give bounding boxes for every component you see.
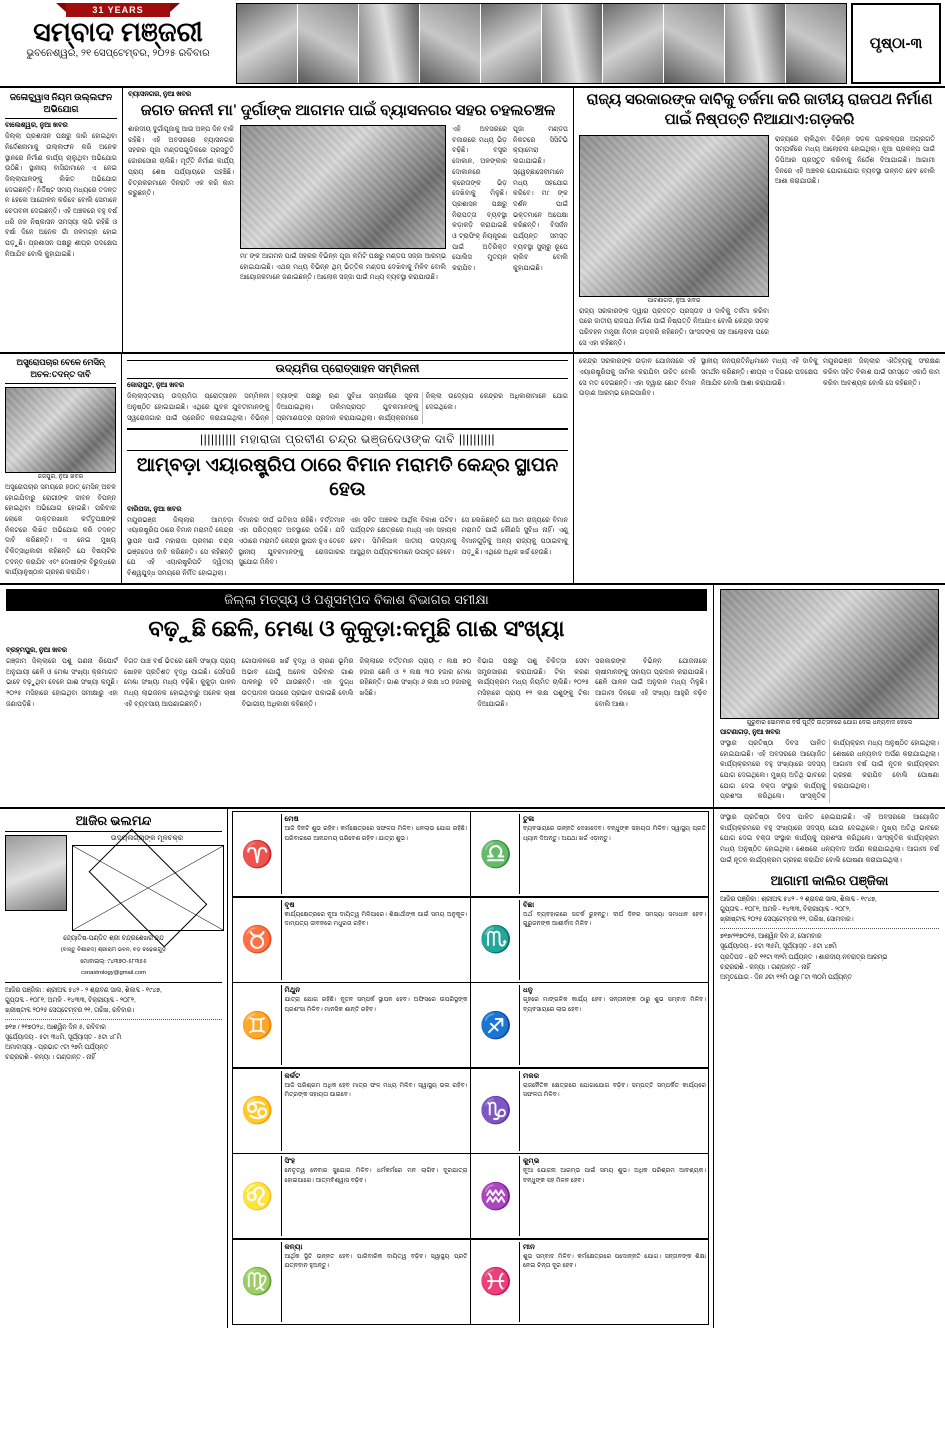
body-text: ଜିଲ୍ଲାସ୍ତରୀୟ ଉଦ୍ୟମିତା ପ୍ରୋତ୍ସାହନ ସମ୍ମିଳନୀ ଅନୁଷ୍ଠିତ ହୋଇଯାଇଛି। ଏଥିରେ ଯୁବକ ଯୁବତୀମାନଙ୍କୁ ସ୍ୱରୋଜଗାର ପାଇଁ ପ୍ରେରିତ କରାଯାଇଥିଲା। ବିଭିନ୍ନ ବ୍ୟାଙ୍କ ପକ୍ଷରୁ ଋଣ ସୁବିଧା ସମ୍ପର୍କରେ ସୂଚନା ଦିଆଯାଇଥିଲା। ତାଲିମପ୍ରାପ୍ତ ଯୁବକମାନଙ୍କୁ ପ୍ରମାଣପତ୍ର ପ୍ରଦାନ କରାଯାଇଥିଲା। କାର୍ଯ୍ୟକ୍ରମରେ ଜିଲ୍ଲା ଉଦ୍ୟୋଗ କେନ୍ଦ୍ରର ଅଧିକାରୀମାନେ ଯୋଗ ଦେଇଥିଲେ। bbox=[127, 393, 568, 422]
body-text: ଶାରଦୀୟ ଦୁର୍ଗାପୂଜାକୁ ଆଉ ଅଳ୍ପ ଦିନ ବାକି ରହିଛି। ଏହି ଅବସରରେ ବ୍ୟାସନଗର ସହରର ପୂଜା ମଣ୍ଡପଗୁଡ଼ିକରେ ପ୍ରସ୍ତୁତି ଜୋରସୋର ଚାଲିଛି। ମୂର୍ତ୍ତି ନିର୍ମାଣ କାର୍ଯ୍ୟ ପ୍ରାୟ ଶେଷ ପର୍ଯ୍ୟାୟରେ ପହଞ୍ଚିଛି। ଚିତ୍ରକରମାନେ ଦିନରାତି ଏକ କରି କାମ କରୁଛନ୍ତି। bbox=[128, 126, 234, 198]
cancer-icon: ♋ bbox=[235, 1071, 282, 1151]
taurus-icon: ♉ bbox=[235, 900, 282, 980]
zodiac-name: ମିଥୁନ bbox=[284, 985, 301, 995]
zodiac-text: ଯାତ୍ରା ଯୋଗ ରହିଛି। ନୂତନ ସମ୍ପର୍କ ସ୍ଥାପନ ହେବ। ଅଫିସରେ ଉପରିସ୍ଥଙ୍କ ପ୍ରଶଂସା ମିଳିବ। ମାନସିକ ଶାନ୍ତି ରହିବ। bbox=[284, 996, 468, 1013]
zodiac-item bbox=[232, 1153, 471, 1239]
byline: ବାରିପଦା, ନୁଆ ଖବର bbox=[127, 505, 182, 513]
panji-line: ଆଜିର ପଞ୍ଜିକା : ଶ୍ରୀଅବ୍ଦ ୫୪୨ - ୨ ଶ୍ରାବଣ ସାଲ, ଶିକାବ୍ଦ - ୧୯୪୭, bbox=[720, 896, 877, 904]
body-text: ସଂସ୍ଥାର ପ୍ରତିଷ୍ଠା ଦିବସ ପାଳିତ ହୋଇଯାଇଛି। ଏହି ଅବସରରେ ଆୟୋଜିତ କାର୍ଯ୍ୟକ୍ରମରେ ବହୁ ସଂଖ୍ୟାରେ ସଦସ୍ୟ ଯୋଗ ଦେଇଥିଲେ। ମୁଖ୍ୟ ଅତିଥି ଭାବରେ ଯୋଗ ଦେଇ ବକ୍ତା ସଂସ୍ଥାର କାର୍ଯ୍ୟକୁ ପ୍ରଶଂସା କରିଥିଲେ। ସାଂସ୍କୃତିକ କାର୍ଯ୍ୟକ୍ରମ ମଧ୍ୟ ଅନୁଷ୍ଠିତ ହୋଇଥିଲା। ଶେଷରେ ଧନ୍ୟବାଦ ଅର୍ପଣ କରାଯାଇଥିଲା। ଆଗାମୀ ବର୍ଷ ପାଇଁ ନୂତନ କାର୍ଯ୍ୟକ୍ରମ ଗ୍ରହଣ କରାଯିବ ବୋଲି ଘୋଷଣା କରାଯାଇଥିଲା। bbox=[720, 813, 939, 864]
panji-line: ଅମୃତଯୋଗ - ଦିନ ୬ଟା ୧୨ମି ଠାରୁ ୮ଟା ୩୦ମି ପର୍ଯ୍ୟନ୍ତ bbox=[720, 973, 852, 981]
libra-icon: ♎ bbox=[473, 814, 520, 894]
body-text: ସରକାରଙ୍କ ବିଭିନ୍ନ ଯୋଜନାରେ ଚାଷୀମାନଙ୍କୁ ସହାୟତା ପ୍ରଦାନ କରାଯାଉଛି। ଛେଳି ପାଳନ ପାଇଁ ଅନୁଦାନ ମଧ୍ୟ ମିଳୁଛି। ଆଗାମୀ ଦିନରେ ଏହି ସଂଖ୍ୟା ଆହୁରି ବଢ଼ିବ ବୋଲି ଆଶା। bbox=[595, 657, 707, 708]
body-text: ରାଜ୍ୟ ସରକାରଙ୍କ ଦ୍ୱାରା ପ୍ରଦତ୍ତ ପ୍ରସ୍ତାବ ଓ ଦାବିକୁ ତର୍ଜମା କରିବା ପରେ ଜାତୀୟ ରାଜପଥ ନିର୍ମାଣ ପାଇଁ ନିଷ୍ପତ୍ତି ନିଆଯାଏ ବୋଲି କେନ୍ଦ୍ର ସଡ଼କ ପରିବହନ ମନ୍ତ୍ରୀ ନିତୀନ ଗଡ଼କରି କହିଛନ୍ତି। ସାଂସଦଙ୍କ ସହ ଆଲୋଚନା ପରେ ସେ ଏହା କହିଛନ୍ତି। bbox=[579, 307, 769, 347]
capricorn-icon: ♑ bbox=[473, 1071, 520, 1151]
strip-photo bbox=[725, 4, 786, 83]
zodiac-name: ମକର bbox=[523, 1070, 540, 1080]
headline: ଅସ୍ତ୍ରୋପଚାର ବେଳେ ମେସିନ୍ ଅଚଳ:ତଦନ୍ତ ଦାବି bbox=[5, 357, 116, 384]
body-text: ବିମାନର ଦୀର୍ଘ ଇତିହାସ ରହିଛି। ବର୍ତ୍ତମାନ ଏହା ପରିତ୍ୟକ୍ତ ଅବସ୍ଥାରେ ପଡ଼ିଛି। ଯଦି ଏଠାରେ ମରାମତି କେନ୍ଦ୍ର ସ୍ଥାପନ ହୁଏ ତେବେ ସ୍ଥାନୀୟ ଯୁବକମାନଙ୍କୁ ରୋଜଗାରର ସୁଯୋଗ ମିଳିବ। bbox=[238, 516, 345, 567]
strip-photo bbox=[542, 4, 603, 83]
zodiac-item bbox=[232, 982, 471, 1068]
zodiac-name: ତୁଳା bbox=[523, 814, 535, 824]
zodiac-name: କୁମ୍ଭ bbox=[523, 1156, 540, 1166]
body-text: ରାଜ୍ୟରେ ଚାଲିଥିବା ବିଭିନ୍ନ ସଡ଼କ ପ୍ରକଳ୍ପର ଅଗ୍ରଗତି ସମ୍ପର୍କରେ ମଧ୍ୟ ଆଲୋଚନା ହୋଇଥିଲା। ନୂଆ ପ୍ରକଳ୍ପ ପାଇଁ ଡିପିଆର ପ୍ରସ୍ତୁତ କରିବାକୁ ନିର୍ଦ୍ଦେଶ ଦିଆଯାଇଛି। ଆଗାମୀ ଦିନରେ ଏହି ଅଞ୍ଚଳର ଯୋଗାଯୋଗ ବ୍ୟବସ୍ଥା ଉନ୍ନତ ହେବ ବୋଲି ଆଶା କରାଯାଉଛି। bbox=[775, 135, 935, 186]
article-anniversary bbox=[714, 585, 945, 807]
byline: ବ୍ୟାସନଗର, ନୁଆ ଖବର bbox=[128, 91, 192, 98]
headline: ଆମ୍ବଡ଼ା ଏୟାରଷ୍ଟ୍ରିପ ଠାରେ ବିମାନ ମରାମତି କେନ୍ଦ୍ର ସ୍ଥାପନ ହେଉ bbox=[136, 455, 559, 501]
anniversary-ribbon: 31 YEARS bbox=[66, 3, 169, 17]
gemini-icon: ♊ bbox=[235, 985, 282, 1065]
zodiac-item bbox=[232, 1068, 471, 1154]
zodiac-text: ନୂଆ ଯୋଜନା ଆରମ୍ଭ ପାଇଁ ସମୟ ଶୁଭ। ଅଧିକ ପରିଶ୍ରମ ଆବଶ୍ୟକ। ବନ୍ଧୁଙ୍କ ସହ ମିଳନ ହେବ। bbox=[523, 1167, 706, 1184]
zodiac-name: ବୃଷ bbox=[284, 899, 295, 909]
zodiac-item bbox=[470, 811, 709, 897]
pisces-icon: ♓ bbox=[473, 1242, 520, 1322]
zodiac-name: ମୀନ bbox=[523, 1241, 535, 1251]
panji-line: ଅମାବାସ୍ୟା - ପ୍ରଭାତ ୯ଟା ୨୭ମି ପର୍ଯ୍ୟନ୍ତ bbox=[5, 1044, 109, 1052]
aries-icon: ♈ bbox=[235, 814, 282, 894]
zodiac-item bbox=[470, 1153, 709, 1239]
article-ambada-airstrip bbox=[122, 354, 574, 583]
virgo-icon: ♍ bbox=[235, 1242, 282, 1322]
headline: ବଢ଼ୁଛି ଛେଳି, ମେଣ୍ଢା ଓ କୁକୁଡ଼ା:କମୁଛି ଗାଈ ସଂଖ୍ୟା bbox=[148, 615, 565, 641]
body-text: ସଂସ୍ଥାର ପ୍ରତିଷ୍ଠା ଦିବସ ପାଳିତ ହୋଇଯାଇଛି। ଏହି ଅବସରରେ ଆୟୋଜିତ କାର୍ଯ୍ୟକ୍ରମରେ ବହୁ ସଂଖ୍ୟାରେ ସଦସ୍ୟ ଯୋଗ ଦେଇଥିଲେ। ମୁଖ୍ୟ ଅତିଥି ଭାବରେ ଯୋଗ ଦେଇ ବକ୍ତା ସଂସ୍ଥାର କାର୍ଯ୍ୟକୁ ପ୍ରଶଂସା କରିଥିଲେ। ସାଂସ୍କୃତିକ କାର୍ଯ୍ୟକ୍ରମ ମଧ୍ୟ ଅନୁଷ୍ଠିତ ହୋଇଥିଲା। ଶେଷରେ ଧନ୍ୟବାଦ ଅର୍ପଣ କରାଯାଇଥିଲା। ଆଗାମୀ ବର୍ଷ ପାଇଁ ନୂତନ କାର୍ଯ୍ୟକ୍ରମ ଗ୍ରହଣ କରାଯିବ ବୋଲି ଘୋଷଣା କରାଯାଇଥିଲା। bbox=[720, 739, 939, 801]
byline: କୋରାପୁଟ, ନୁଆ ଖବର bbox=[127, 382, 184, 390]
panji-line: ପ୍ରତିପଦ - ରାତି ୧୧ଟା ୩୨ମି ପର୍ଯ୍ୟନ୍ତ । ଶାରଦୀୟ ନବରାତ୍ର ଆରମ୍ଭ bbox=[720, 953, 888, 961]
masthead-brand bbox=[4, 3, 232, 84]
section-livestock bbox=[0, 585, 945, 809]
body-text: ଗଞ୍ଜାମ ଜିଲ୍ଲାରେ ପଶୁ ଗଣନା ରିପୋର୍ଟ ଅନୁଯାୟୀ ଛେଳି ଓ ମେଣ୍ଢା ସଂଖ୍ୟା କ୍ରମାଗତ ଭାବେ ବଢ଼ୁଥିବା ବେଳେ ଗାଈ ସଂଖ୍ୟା କମୁଛି। ୨୦୨୫ ମସିହାରେ ହୋଇଥିବା ସମୀକ୍ଷାରୁ ଏହା ଜଣାପଡ଼ିଛି। bbox=[6, 657, 118, 708]
subheadline-demand: |||||||||| ମହାରାଜା ପ୍ରବୀଣ ଚନ୍ଦ୍ର ଭଞ୍ଜଦେଓଙ୍କ ଦାବି |||||||||| bbox=[200, 432, 495, 447]
article-surgery-machine bbox=[0, 354, 122, 583]
panji-line: ୭୧୭ / ୨୧୭୦୨୪, ଆଶ୍ୱିନ ଦିନ ୫, ରବିବାର bbox=[5, 1024, 106, 1032]
headline-entrepreneurship: ଉଦ୍ୟମିତା ପ୍ରୋତ୍ସାହନ ସମ୍ମିଳନୀ bbox=[127, 360, 568, 379]
photo-caption: ପାଟଣାଗଡ଼, ନୁଆ ଖବର bbox=[647, 297, 701, 304]
body-text: ଏହା ସହିତ ଅଞ୍ଚଳର ଆର୍ଥିକ ବିକାଶ ଘଟିବ। ପର୍ଯ୍ୟଟନ କ୍ଷେତ୍ରରେ ମଧ୍ୟ ଏହା ସହାୟକ ହେବ। ସିମିଳିପାଳ ଜାତୀୟ ଉଦ୍ୟାନକୁ ଆସୁଥିବା ପର୍ଯ୍ୟଟକମାନେ ଉପକୃତ ହେବେ। bbox=[350, 516, 457, 556]
article-jalochhwasa bbox=[0, 88, 122, 352]
body-text: ସେ ଲେଖିଛନ୍ତି ଯେ ଆମ ରାଜ୍ୟରେ ବିମାନ ମରାମତି ପାଇଁ କୌଣସି ସୁବିଧା ନାହିଁ। ଏଣୁ ବିମାନଗୁଡ଼ିକୁ ଅନ୍ୟ ରାଜ୍ୟକୁ ପଠାଇବାକୁ ପଡ଼ୁଛି। ଏଥିରେ ଅଧିକ ଖର୍ଚ୍ଚ ହେଉଛି। bbox=[461, 516, 568, 556]
zodiac-text: ରାଜନୈତିକ କ୍ଷେତ୍ରରେ ଯୋଗାଯୋଗ ବଢ଼ିବ। ସମ୍ପତ୍ତି ସମ୍ପର୍କିତ କାର୍ଯ୍ୟରେ ସଫଳତା ମିଳିବ। bbox=[523, 1081, 706, 1099]
strip-photo bbox=[786, 4, 846, 83]
strip-photo bbox=[603, 4, 664, 83]
strip-photo bbox=[298, 4, 359, 83]
byline: ପାଟଣାଗଡ଼, ନୁଆ ଖବର bbox=[720, 728, 781, 736]
strip-photo bbox=[359, 4, 420, 83]
zodiac-text: କାର୍ଯ୍ୟକ୍ଷେତ୍ରରେ ନୂଆ ଦାୟିତ୍ୱ ମିଳିପାରେ। ଶିକ୍ଷାର୍ଥୀଙ୍କ ପାଇଁ ସମୟ ଅନୁକୂଳ। ଦାମ୍ପତ୍ୟ ଜୀବନରେ ମଧୁରତା ରହିବ। bbox=[284, 910, 468, 928]
zodiac-text: ଆଜି ଦିନଟି ଶୁଭ ରହିବ। କର୍ମକ୍ଷେତ୍ରରେ ସଫଳତା ମିଳିବ। ଧନଲାଭ ଯୋଗ ରହିଛି। ପରିବାରରେ ଆନନ୍ଦମୟ ପରିବେଶ ରହିବ। ଯାତ୍ରା ଶୁଭ। bbox=[284, 825, 468, 842]
panji-line: ଆଜିର ପଞ୍ଜିକା : ଶ୍ରୀଅବ୍ଦ ୫୪୨ - ୨ ଶ୍ରାବଣ ସାଲ, ଶିକାବ୍ଦ - ୧୯୪୭, bbox=[5, 987, 162, 995]
body-text: ମୟୂରଭଞ୍ଜ ଜିଲ୍ଲାର ଆମ୍ବଡ଼ା ଏୟାରଷ୍ଟ୍ରିପ ଠାରେ ବିମାନ ମରାମତି କେନ୍ଦ୍ର ସ୍ଥାପନ ପାଇଁ ମହାରାଜା ପ୍ରବୀଣ ଚନ୍ଦ୍ର ଭଞ୍ଜଦେଓ ଦାବି କରିଛନ୍ତି। ସେ କହିଛନ୍ତି ଯେ ଏହି ଏୟାରଷ୍ଟ୍ରିପଟି ଦ୍ୱିତୀୟ ବିଶ୍ୱଯୁଦ୍ଧ ସମୟରେ ନିର୍ମିତ ହୋଇଥିଲା। bbox=[127, 516, 234, 578]
section-astrology bbox=[0, 809, 945, 1328]
zodiac-grid bbox=[228, 809, 714, 1328]
panji-line: ଗୁପ୍ତାବ୍ଦ - ୧୦୮୧, ଅମଳି - ୧୪୩୩, ବିକ୍ରୀୟାବ୍ଦ - ୨୦୮୨, bbox=[720, 906, 851, 914]
byline: ବ୍ରହ୍ମପୁର, ନୁଆ ଖବର bbox=[6, 646, 67, 654]
panji-line: ଖ୍ରୀଷ୍ଟାବ୍ଦ ୨୦୨୫ ସେପ୍ଟେମ୍ବର ୨୨, ତାରିଖ, ସୋମବାର। bbox=[720, 916, 854, 924]
zodiac-text: ଆଜି ପରିଶ୍ରମ ଅଧିକ ହେବ ମାତ୍ର ଫଳ ମଧ୍ୟ ମିଳିବ। ସ୍ୱାସ୍ଥ୍ୟ ଭଲ ରହିବ। ମିତ୍ରଙ୍କ ସହାୟତା ପାଇବେ। bbox=[284, 1081, 468, 1099]
leo-icon: ♌ bbox=[235, 1156, 282, 1236]
body-text: ଜିଲ୍ଲା ପ୍ରଶାସନ ପକ୍ଷରୁ ଜାରି ହୋଇଥିବା ନିର୍ଦ୍ଦେଶନାମାକୁ ଉଲ୍ଲଙ୍ଘନ କରି ଅନେକ ସ୍ଥାନରେ ନିର୍ମାଣ କାର୍ଯ୍ୟ ଚାଲୁଥିବା ଅଭିଯୋଗ ଉଠିଛି। ସ୍ଥାନୀୟ ବାସିନ୍ଦାମାନେ ଏ ନେଇ ଜିଲ୍ଲାପାଳଙ୍କୁ ଲିଖିତ ଅଭିଯୋଗ ଦେଇଛନ୍ତି। ନିର୍ଦ୍ଦିଷ୍ଟ ସମୟ ମଧ୍ୟରେ ତଦନ୍ତ ନ ହେଲେ ଆନ୍ଦୋଳନ କରିବେ ବୋଲି ସେମାନେ ଚେତାବନୀ ଦେଇଛନ୍ତି। ଏହି ଅଞ୍ଚଳରେ ବହୁ ବର୍ଷ ଧରି ଜଳ ନିଷ୍କାସନ ସମସ୍ୟା ଲାଗି ରହିଛି ଓ ବର୍ଷା ଦିନେ ଅନେକ ଗାଁ ଜଳମଗ୍ନ ହୋଇ ପଡ଼ୁଛି। ପ୍ରଶାସନ ପକ୍ଷରୁ ଶୀଘ୍ର ପଦକ୍ଷେପ ନିଆଯିବ ବୋଲି କୁହାଯାଇଛି। bbox=[5, 133, 117, 258]
panji-line: ସୂର୍ଯ୍ୟୋଦୟ - ୫ଟା ୩୫ମି, ସୂର୍ଯ୍ୟାସ୍ତ - ୫ଟା ୪୭ମି bbox=[720, 943, 837, 951]
strip-photo bbox=[481, 4, 542, 83]
zodiac-text: ଅର୍ଥ ବ୍ୟବହାରରେ ସତର୍କ ରୁହନ୍ତୁ। ଦୀର୍ଘ ଦିନର ସମସ୍ୟା ସମାଧାନ ହେବ। ଗୁରୁଜନଙ୍କ ଆଶୀର୍ବାଦ ମିଳିବ। bbox=[523, 910, 706, 928]
astrologer-phone: ମୋବାଇଲ୍: ୯୪୩୭୦-୫୮୩୫୫ bbox=[80, 958, 147, 965]
body-text: ବିଭାଗ ପକ୍ଷରୁ ପଶୁ ଚିକିତ୍ସା ସେବା ସମ୍ପ୍ରସାରଣ କରାଯାଉଛି। ଟିକା କରଣ କାର୍ଯ୍ୟକ୍ରମ ମଧ୍ୟ ନିୟମିତ ଚାଲିଛି। ୨୦୨୫ ମସିହାରେ ପ୍ରାୟ ୧୨ ଲକ୍ଷ ପଶୁଙ୍କୁ ଟିକା ଦିଆଯାଇଛି। bbox=[477, 657, 590, 708]
body-text: ଗୋପାଳନରେ ଖର୍ଚ୍ଚ ବୃଦ୍ଧି ଓ ଚାରଣ ଭୂମିର ଅଭାବ ଯୋଗୁଁ ଅନେକ ପରିବାର ଗାଈ ପାଳନରୁ ହଟି ଯାଉଛନ୍ତି। ଏହା ଦୁଗ୍ଧ ଉତ୍ପାଦନ ଉପରେ ପ୍ରଭାବ ପକାଇଛି ବୋଲି ବିଭାଗୀୟ ଅଧିକାରୀ କହିଛନ୍ତି। bbox=[241, 657, 354, 708]
body-text: ପୂଜା ମଣ୍ଡପ ନିକଟରେ ସିସିଟିଭି କ୍ୟାମେରା ଲଗାଯାଇଛି। ସ୍ୱେଚ୍ଛାସେବୀମାନେ ମଧ୍ୟ ସହଯୋଗ କରିବେ। ମା' ଙ୍କ ଦର୍ଶନ ପାଇଁ ଭକ୍ତମାନେ ଅପେକ୍ଷା କରିଛନ୍ତି। ବିସର୍ଜନ ପର୍ଯ୍ୟନ୍ତ ସମସ୍ତ ବ୍ୟବସ୍ଥା ସୁଚାରୁ ରୂପେ ଚାଲିବ ବୋଲି କୁହାଯାଇଛି। bbox=[513, 126, 568, 272]
section-middle bbox=[0, 354, 945, 585]
meeting-group-photo bbox=[720, 589, 939, 719]
zodiac-text: ଶୁଭ ସମ୍ବାଦ ମିଳିବ। କର୍ମକ୍ଷେତ୍ରରେ ପଦୋନ୍ନତି ଯୋଗ। ସନ୍ତାନଙ୍କ ଶିକ୍ଷା ନେଇ ଚିନ୍ତା ଦୂର ହେବ। bbox=[523, 1252, 706, 1270]
article-livestock bbox=[0, 585, 714, 807]
zodiac-item bbox=[470, 1068, 709, 1154]
strip-photo bbox=[237, 4, 298, 83]
astrologer-name: ଜ୍ୟୋତିଷ-ପଣ୍ଡିତ ଶ୍ରୀ ଚନ୍ଦ୍ରଶେଖର ନନ୍ଦ bbox=[63, 934, 164, 942]
body-text: କେନ୍ଦ୍ର ସରକାରଙ୍କ ଉଡ଼ାନ ଯୋଜନାରେ ଏହି ଏୟାରଷ୍ଟ୍ରିପକୁ ସାମିଲ କରାଯିବା ଉଚିତ ବୋଲି ସେ ମତ ଦେଇଛନ୍ତି। ଏହା ଦ୍ୱାରା ଛୋଟ ବିମାନ ଉଡ଼ାଣ ଆରମ୍ଭ ହୋଇପାରିବ। bbox=[579, 358, 696, 398]
astrology-title: ଆଜିର ଭଲମନ୍ଦ bbox=[5, 813, 222, 832]
strip-photo bbox=[420, 4, 481, 83]
zodiac-name: କନ୍ୟା bbox=[284, 1241, 303, 1251]
body-text: ଏହି ଅବସରରେ ବଜାରରେ ମଧ୍ୟ ଭିଡ଼ ବଢ଼ିଛି। ବସ୍ତ୍ର ଦୋକାନ, ଅଳଙ୍କାର ଦୋକାନରେ କ୍ରେତାଙ୍କ ଭିଡ଼ ଦେଖିବାକୁ ମିଳୁଛି। ପ୍ରଶାସନ ପକ୍ଷରୁ ନିରାପତ୍ତା ବ୍ୟବସ୍ଥା କଡ଼ାକଡ଼ି କରାଯାଇଛି ଓ ଟ୍ରାଫିକ୍ ନିୟନ୍ତ୍ରଣ ପାଇଁ ଅତିରିକ୍ତ ପୋଲିସ ମୁତୟନ କରାଯିବ। bbox=[452, 126, 508, 272]
zodiac-text: ଗୃହରେ ମାଙ୍ଗଳିକ କାର୍ଯ୍ୟ ହେବ। ସନ୍ତାନଙ୍କ ଠାରୁ ଶୁଭ ସମ୍ବାଦ ମିଳିବ। ବ୍ୟବସାୟରେ ଲାଭ ହେବ। bbox=[523, 996, 706, 1013]
zodiac-item bbox=[470, 1239, 709, 1325]
tomorrow-panjika-title: ଆଗାମୀ କାଲିର ପଞ୍ଜିକା bbox=[720, 871, 939, 892]
zodiac-item bbox=[232, 897, 471, 983]
kundali-chart bbox=[72, 845, 224, 931]
sagittarius-icon: ♐ bbox=[473, 985, 520, 1065]
aquarius-icon: ♒ bbox=[473, 1156, 520, 1236]
astrologer-address: (ବାସ୍ତୁ ବିଶାରଦ) ଶ୍ରୀରାମ ଭବନ, ବଡ଼ ଚଢ଼େଇଗୁଡ଼ bbox=[60, 947, 167, 954]
article-gadkari bbox=[574, 88, 945, 352]
zodiac-name: କର୍କଟ bbox=[284, 1070, 301, 1080]
scorpio-icon: ♏ bbox=[473, 900, 520, 980]
article-ambada-continued bbox=[574, 354, 945, 583]
masthead-dateline: ଭୁବନେଶ୍ୱର, ୨୧ ସେପ୍ଟେମ୍ବର, ୨୦୨୫ ରବିବାର bbox=[26, 48, 210, 60]
zodiac-name: ମେଷ bbox=[284, 814, 299, 824]
zodiac-item bbox=[470, 982, 709, 1068]
astrologer-email: csnastrology@gmail.com bbox=[81, 970, 146, 977]
headline: ରାଜ୍ୟ ସରକାରଙ୍କ ଦାବିକୁ ତର୍ଜମା କରି ଜାତୀୟ ରାଜପଥ ନିର୍ମାଣ ପାଇଁ ନିଷ୍ପତ୍ତି ନିଆଯାଏ:ଗଡ଼କରି bbox=[586, 92, 933, 128]
body-text: ସ୍ଥାନୀୟ ଜନପ୍ରତିନିଧିମାନେ ମଧ୍ୟ ଏହି ଦାବିକୁ ସମର୍ଥନ କରିଛନ୍ତି। ଶୀଘ୍ର ଏ ଦିଗରେ ପଦକ୍ଷେପ ନିଆଯିବ ବୋଲି ଆଶା କରାଯାଉଛି। bbox=[701, 358, 818, 387]
headline: ଜଳୋଚ୍ଛ୍ୱାସ ନିୟମ ଉଲ୍ଲଙ୍ଘନ ଅଭିଯୋଗ bbox=[5, 91, 117, 119]
zodiac-text: ଆର୍ଥିକ ସ୍ଥିତି ଉନ୍ନତ ହେବ। ପାରିବାରିକ ଦାୟିତ୍ୱ ବଢ଼ିବ। ସ୍ୱାସ୍ଥ୍ୟ ପ୍ରତି ଯତ୍ନବାନ ହୁଅନ୍ତୁ। bbox=[284, 1252, 468, 1270]
zodiac-text: ନେତୃତ୍ୱ ନେବାର ସୁଯୋଗ ମିଳିବ। ଧର୍ମକର୍ମରେ ମନ ଲାଗିବ। ଦୂରଯାତ୍ରା ହୋଇପାରେ। ଆତ୍ମବିଶ୍ୱାସ ବଢ଼ିବ। bbox=[284, 1167, 468, 1184]
panji-line: ଗୁପ୍ତାବ୍ଦ - ୧୦୮୧, ଅମଳି - ୧୪୩୩, ବିକ୍ରୀୟାବ୍ଦ - ୨୦୮୨, bbox=[5, 997, 136, 1005]
tomorrow-panjika-panel bbox=[714, 809, 945, 1328]
article-durga-puja bbox=[122, 88, 574, 352]
page-number-badge: ପୃଷ୍ଠା-୩ bbox=[851, 3, 941, 84]
newspaper-logo: ସମ୍ବାଦ ମଞ୍ଜରୀ bbox=[33, 17, 203, 47]
strip-photo bbox=[664, 4, 725, 83]
zodiac-name: ବିଛା bbox=[523, 899, 535, 909]
panji-line: ୭୧୭/୨୧୭୦୨୫, ଆଶ୍ୱିନ ଦିନ ୬, ସୋମବାର bbox=[720, 933, 822, 941]
headline: ଜଗତ ଜନନୀ ମା' ଦୁର୍ଗାଙ୍କ ଆଗମନ ପାଇଁ ବ୍ୟାସନଗର ସହର ଚହଲଚଞ୍ଚଳ bbox=[140, 102, 556, 119]
section-top bbox=[0, 88, 945, 354]
body-text: ଅସ୍ତ୍ରୋପଚାର ସମୟରେ ହଠାତ୍ ମେସିନ୍ ଅଚଳ ହୋଇଯିବାରୁ ରୋଗୀଙ୍କ ଜୀବନ ବିପନ୍ନ ହୋଇଥିବା ଅଭିଯୋଗ ହୋଇଛି। ପରିବାର ଲୋକେ ଡାକ୍ତରଖାନା କର୍ତ୍ତୃପକ୍ଷଙ୍କ ନିକଟରେ ଲିଖିତ ଅଭିଯୋଗ କରି ତଦନ୍ତ ଦାବି କରିଛନ୍ତି। ଏ ନେଇ ମୁଖ୍ୟ ଚିକିତ୍ସାଧିକାରୀ କହିଛନ୍ତି ଯେ ବିଷୟଟିର ତଦନ୍ତ କରାଯିବ ଏବଂ ଦୋଷୀଙ୍କ ବିରୁଦ୍ଧରେ କାର୍ଯ୍ୟାନୁଷ୍ଠାନ ଗ୍ରହଣ କରାଯିବ। bbox=[5, 483, 116, 577]
masthead-photo-strip bbox=[236, 3, 847, 84]
panji-line: ଚନ୍ଦ୍ରରାଶି - କନ୍ୟା । ଗଣ୍ଡାନ୍ତ - ନାହିଁ bbox=[720, 963, 811, 971]
body-text: ମୟୂରଭଞ୍ଜ ଜିଲ୍ଲାର ଐତିହ୍ୟକୁ ସଂରକ୍ଷଣ କରିବା ସହିତ ବିକାଶ ପାଇଁ ସମସ୍ତେ ଏକାଠି କାମ କରିବା ଆବଶ୍ୟକ ବୋଲି ସେ କହିଛନ୍ତି। bbox=[823, 358, 940, 387]
zodiac-item bbox=[232, 1239, 471, 1325]
zodiac-name: ଧନୁ bbox=[523, 985, 533, 995]
body-text: ଜିଲ୍ଲାରେ ବର୍ତ୍ତମାନ ପ୍ରାୟ ୯ ଲକ୍ଷ ୭୦ ହଜାର ଛେଳି ଓ ୨ ଲକ୍ଷ ୩୦ ହଜାର ମେଣ୍ଢା ରହିଛନ୍ତି। ଗାଈ ସଂଖ୍ୟା ୬ ଲକ୍ଷ ୪୦ ହଜାରକୁ ଖସିଛି। bbox=[359, 657, 472, 697]
photo-caption: ଜଜପୁର, ନୁଆ ଖବର bbox=[37, 473, 84, 480]
complaint-handover-photo bbox=[5, 387, 116, 473]
body-text: ମା' ଙ୍କ ଆଗମନ ପାଇଁ ସହରର ବିଭିନ୍ନ ପୂଜା କମିଟି ପକ୍ଷରୁ ମଣ୍ଡପ ସଜ୍ଜା ଆରମ୍ଭ ହୋଇଯାଇଛି। ଏଥର ମଧ୍ୟ ବିଭିନ୍ନ ଥିମ୍ ଭିତ୍ତିକ ମଣ୍ଡପ ଦେଖିବାକୁ ମିଳିବ ବୋଲି ଆୟୋଜକମାନେ ଜଣାଇଛନ୍ତି। ଆଲୋକ ସଜ୍ଜା ପାଇଁ ମଧ୍ୟ ବ୍ୟବସ୍ଥା କରାଯାଉଛି। bbox=[239, 253, 447, 282]
panji-line: ସୂର୍ଯ୍ୟୋଦୟ - ୫ଟା ୩୪ମି, ସୂର୍ଯ୍ୟାସ୍ତ - ୫ଟା ୪୮ମି bbox=[5, 1034, 122, 1042]
zodiac-name: ସିଂହ bbox=[284, 1156, 296, 1166]
gadkari-meeting-photo bbox=[579, 135, 769, 297]
astrology-panel bbox=[0, 809, 228, 1328]
panji-line: ଚନ୍ଦ୍ରରାଶି - କନ୍ୟା । ଗଣ୍ଡାନ୍ତ - ନାହିଁ bbox=[5, 1054, 96, 1062]
kundali-title: ଉଦୟଲଗ୍ନାଙ୍କ ମୂଳଚକ୍ର bbox=[110, 834, 184, 842]
body-text: ବିଗତ ପାଞ୍ଚ ବର୍ଷ ଭିତରେ ଛେଳି ସଂଖ୍ୟା ପ୍ରାୟ ଷୋହଳ ପ୍ରତିଶତ ବୃଦ୍ଧି ପାଇଛି। ସେହିପରି ମେଣ୍ଢା ସଂଖ୍ୟା ମଧ୍ୟ ବଢ଼ିଛି। କୁକୁଡ଼ା ପାଳନ ମଧ୍ୟ ଲାଭଜନକ ହୋଇଥିବାରୁ ଅନେକ ଚାଷୀ ଏହି ବ୍ୟବସାୟ ଆପଣାଇଛନ୍ତି। bbox=[123, 657, 236, 708]
today-panjika bbox=[5, 982, 222, 1063]
durga-idol-photo bbox=[240, 125, 446, 249]
panji-line: ଖ୍ରୀଷ୍ଟାବ୍ଦ ୨୦୨୫ ସେପ୍ଟେମ୍ବର ୨୧, ତାରିଖ, ରବିବାର। bbox=[5, 1007, 135, 1015]
byline: ବାଲେଶ୍ୱର, ନୁଆ ଖବର bbox=[5, 122, 68, 130]
astrologer-photo bbox=[5, 835, 67, 911]
zodiac-item bbox=[232, 811, 471, 897]
photo-caption: ଗୁରୁବାର ସୋମବାର ବର୍ଷ ପୂର୍ତ୍ତି ଉତ୍ସବରେ ଯୋଗ ଦେଇ ଧନ୍ୟବାଦ ଦେଲେ bbox=[746, 719, 913, 726]
section-banner: ଜିଲ୍ଲା ମତ୍ସ୍ୟ ଓ ପଶୁସମ୍ପଦ ବିକାଶ ବିଭାଗର ସମୀକ୍ଷା bbox=[6, 589, 707, 611]
tomorrow-panjika-body bbox=[720, 895, 939, 983]
zodiac-item bbox=[470, 897, 709, 983]
masthead bbox=[0, 0, 945, 88]
zodiac-text: ବ୍ୟବସାୟରେ ଉନ୍ନତି ଦେଖାଦେବ। ବନ୍ଧୁଙ୍କ ସହାୟତା ମିଳିବ। ସ୍ୱାସ୍ଥ୍ୟ ପ୍ରତି ଧ୍ୟାନ ଦିଅନ୍ତୁ। ଅଯଥା ଖର୍ଚ୍ଚ ଏଡ଼ାନ୍ତୁ। bbox=[523, 825, 706, 842]
